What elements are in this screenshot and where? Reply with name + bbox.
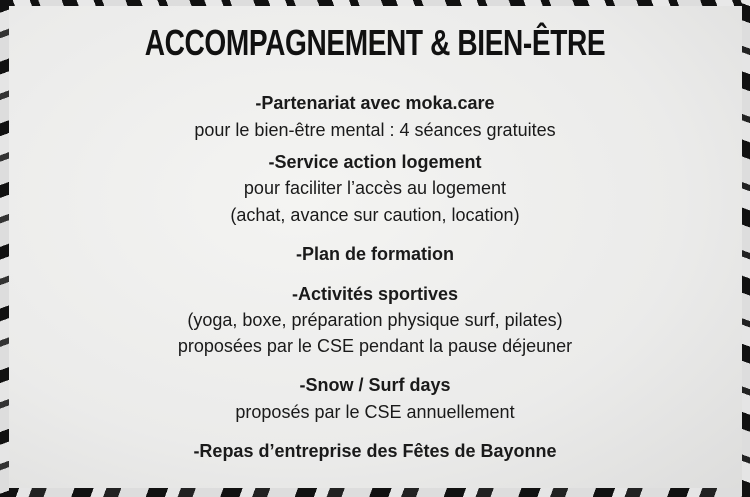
item-heading: -Snow / Surf days bbox=[299, 375, 451, 395]
item-heading: -Plan de formation bbox=[295, 244, 454, 264]
decorative-border-top bbox=[0, 0, 750, 6]
item-heading: -Repas d’entreprise des Fêtes de Bayonne bbox=[193, 441, 557, 461]
item-detail: pour faciliter l’accès au logement bbox=[243, 178, 507, 198]
item-detail: proposées par le CSE pendant la pause déjeuner bbox=[177, 336, 573, 356]
item-heading: -Service action logement bbox=[268, 152, 482, 172]
item-heading: -Partenariat avec moka.care bbox=[255, 93, 495, 113]
decorative-border-bottom bbox=[0, 488, 750, 497]
item-detail: (achat, avance sur caution, location) bbox=[230, 205, 520, 225]
item-detail: (yoga, boxe, préparation physique surf, pilates) bbox=[187, 310, 563, 330]
item-detail: proposés par le CSE annuellement bbox=[235, 402, 515, 422]
item-detail: pour le bien-être mental : 4 séances gratuites bbox=[194, 120, 556, 140]
page-title: ACCOMPAGNEMENT & BIEN-ÊTRE bbox=[144, 22, 606, 63]
item-heading: -Activités sportives bbox=[291, 284, 459, 304]
